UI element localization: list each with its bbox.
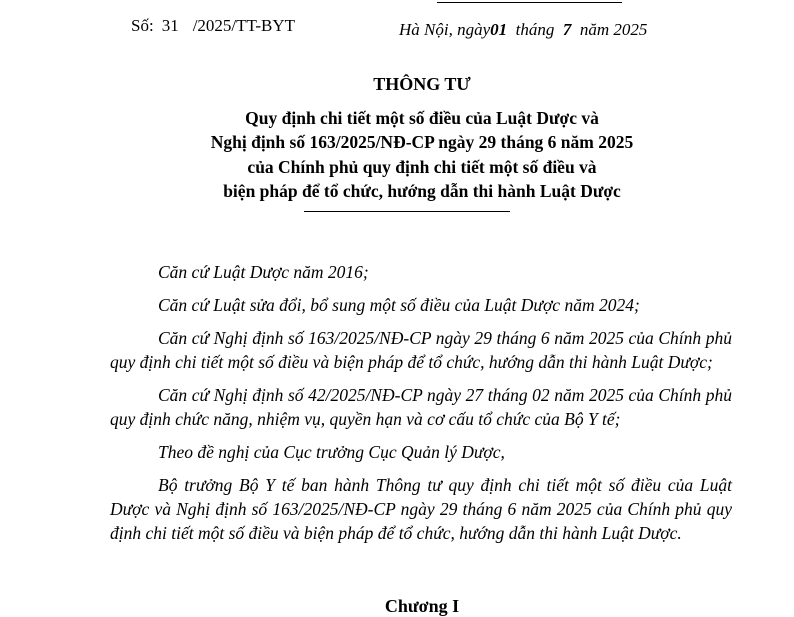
- document-title: THÔNG TƯ: [373, 74, 471, 94]
- preamble-paragraph: Căn cứ Nghị định số 42/2025/NĐ-CP ngày 27 tháng 02 năm 2025 của Chính phủ quy định chức năng, nhiệm vụ, quyền hạn và cơ cấu tổ chức của Bộ Y tế;: [110, 385, 732, 429]
- preamble-paragraph: Căn cứ Luật Dược năm 2016;: [158, 262, 369, 282]
- preamble-paragraph: Bộ trưởng Bộ Y tế ban hành Thông tư quy định chi tiết một số điều của Luật Dược và Nghị định số 163/2025/NĐ-CP ngày 29 tháng 6 năm 2025 của Chính phủ quy định chi tiết một số điều và biện pháp để tổ chức, hướng dẫn thi hành Luật Dược.: [110, 475, 732, 543]
- issue-month: 7: [562, 20, 572, 39]
- subtitle-line: Nghị định số 163/2025/NĐ-CP ngày 29 tháng 6 năm 2025: [210, 132, 634, 153]
- preamble-paragraph: Căn cứ Nghị định số 163/2025/NĐ-CP ngày 29 tháng 6 năm 2025 của Chính phủ quy định chi tiết một số điều và biện pháp để tổ chức, hướng dẫn thi hành Luật Dược;: [110, 328, 732, 372]
- subtitle-line: của Chính phủ quy định chi tiết một số điều và: [247, 156, 597, 177]
- document-number: [131, 16, 295, 36]
- issue-day: 01: [490, 20, 508, 39]
- issue-month-label: tháng: [515, 20, 555, 39]
- document-number-code: /2025/TT-BYT: [192, 16, 296, 35]
- preamble-paragraph: Theo đề nghị của Cục trưởng Cục Quản lý Dược,: [158, 442, 505, 462]
- header-top-rule: [437, 2, 622, 3]
- issue-year: năm 2025: [579, 20, 648, 39]
- preamble: [110, 260, 732, 554]
- subtitle-line: Quy định chi tiết một số điều của Luật Dược và: [245, 108, 599, 128]
- subtitle-rule: [304, 211, 510, 212]
- chapter-heading: Chương I: [384, 596, 460, 616]
- preamble-paragraph: Căn cứ Luật sửa đổi, bổ sung một số điều của Luật Dược năm 2024;: [158, 295, 640, 315]
- document-number-value: 31: [161, 16, 179, 35]
- document-subtitle: [0, 106, 794, 203]
- subtitle-line: biện pháp để tổ chức, hướng dẫn thi hành Luật Dược: [223, 180, 621, 201]
- document-number-label: Số:: [131, 16, 154, 35]
- issue-date: [399, 20, 647, 40]
- issue-date-prefix: Hà Nội, ngày: [399, 20, 491, 39]
